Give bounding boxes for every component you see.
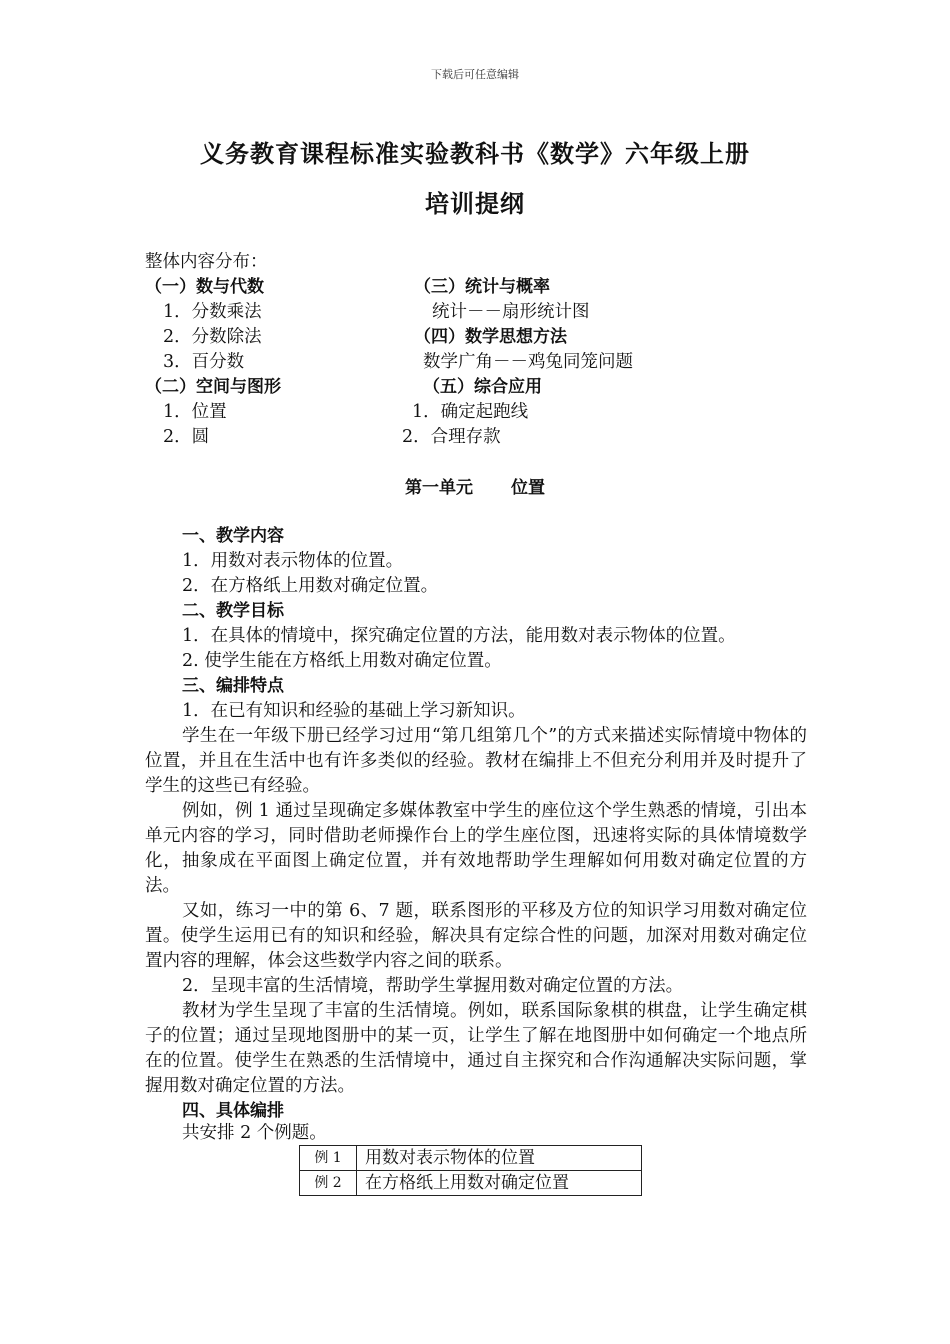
examples-table	[299, 1145, 642, 1196]
list-item: 2. 使学生能在方格纸上用数对确定位置。	[182, 651, 502, 671]
overview-heading: 整体内容分布：	[145, 252, 268, 272]
overview-left-item: 1．位置	[163, 402, 227, 422]
paragraph: 教材为学生呈现了丰富的生活情境。例如，联系国际象棋的棋盘，让学生确定棋子的位置；通过呈现地图册中的某一页，让学生了解在地图册中如何确定一个地点所在的位置。使学生在熟悉的生活情境中，通过自主探究和合作沟通解决实际问题，掌握用数对确定位置的方法。	[145, 1001, 807, 1096]
document-title: 义务教育课程标准实验教科书《数学》六年级上册	[200, 140, 750, 168]
example-label: 例 1	[300, 1146, 357, 1171]
paragraph: 学生在一年级下册已经学习过用“第几组第几个”的方式来描述实际情境中物体的位置，并且在生活中也有许多类似的经验。教材在编排上不但充分利用并及时提升了学生的这些已有经验。	[145, 726, 807, 796]
header-note: 下载后可任意编辑	[431, 68, 519, 81]
overview-left-item: （一）数与代数	[145, 277, 264, 297]
unit-title	[0, 473, 950, 498]
unit-name: 位置	[511, 478, 545, 498]
overview-left-item: 2．分数除法	[163, 327, 262, 347]
section-heading: 一、教学内容	[182, 526, 284, 546]
section-heading: 四、具体编排	[182, 1101, 284, 1121]
section-heading: 二、教学目标	[182, 601, 284, 621]
paragraph: 又如，练习一中的第 6、7 题，联系图形的平移及方位的知识学习用数对确定位置。使学生运用已有的知识和经验，解决具有定综合性的问题，加深对用数对确定位置内容的理解，体会这些数学内容之间的联系。	[145, 901, 807, 971]
paragraph: 例如，例 1 通过呈现确定多媒体教室中学生的座位这个学生熟悉的情境，引出本单元内容的学习，同时借助老师操作台上的学生座位图，迅速将实际的具体情境数学化，抽象成在平面图上确定位置，并有效地帮助学生理解如何用数对确定位置的方法。	[145, 801, 807, 896]
example-label: 例 2	[300, 1171, 357, 1196]
overview-right-item: 数学广角－－鸡兔同笼问题	[423, 352, 633, 372]
section-heading: 三、编排特点	[182, 676, 284, 696]
overview-left-item: 1．分数乘法	[163, 302, 262, 322]
point-heading: 2．呈现丰富的生活情境，帮助学生掌握用数对确定位置的方法。	[182, 976, 684, 996]
list-item: 2．在方格纸上用数对确定位置。	[182, 576, 439, 596]
list-item: 1．用数对表示物体的位置。	[182, 551, 404, 571]
overview-left-item: 3．百分数	[163, 352, 245, 372]
point-heading: 1．在已有知识和经验的基础上学习新知识。	[182, 701, 526, 721]
overview-left-item: （二）空间与图形	[145, 377, 281, 397]
example-content: 在方格纸上用数对确定位置	[357, 1171, 642, 1196]
overview-right-item: （四）数学思想方法	[414, 327, 567, 347]
overview-right-item: 2．合理存款	[402, 427, 501, 447]
example-content: 用数对表示物体的位置	[357, 1146, 642, 1171]
overview-right-item: 统计－－扇形统计图	[432, 302, 590, 322]
overview-right-item: （五）综合应用	[423, 377, 542, 397]
overview-right-item: （三）统计与概率	[414, 277, 550, 297]
section-intro: 共安排 2 个例题。	[182, 1123, 327, 1143]
unit-number: 第一单元	[405, 478, 473, 498]
table-row	[300, 1171, 642, 1196]
overview-left-item: 2．圆	[163, 427, 210, 447]
overview-right-item: 1．确定起跑线	[412, 402, 529, 422]
table-row	[300, 1146, 642, 1171]
document-subtitle: 培训提纲	[425, 190, 525, 218]
list-item: 1．在具体的情境中，探究确定位置的方法，能用数对表示物体的位置。	[182, 626, 736, 646]
